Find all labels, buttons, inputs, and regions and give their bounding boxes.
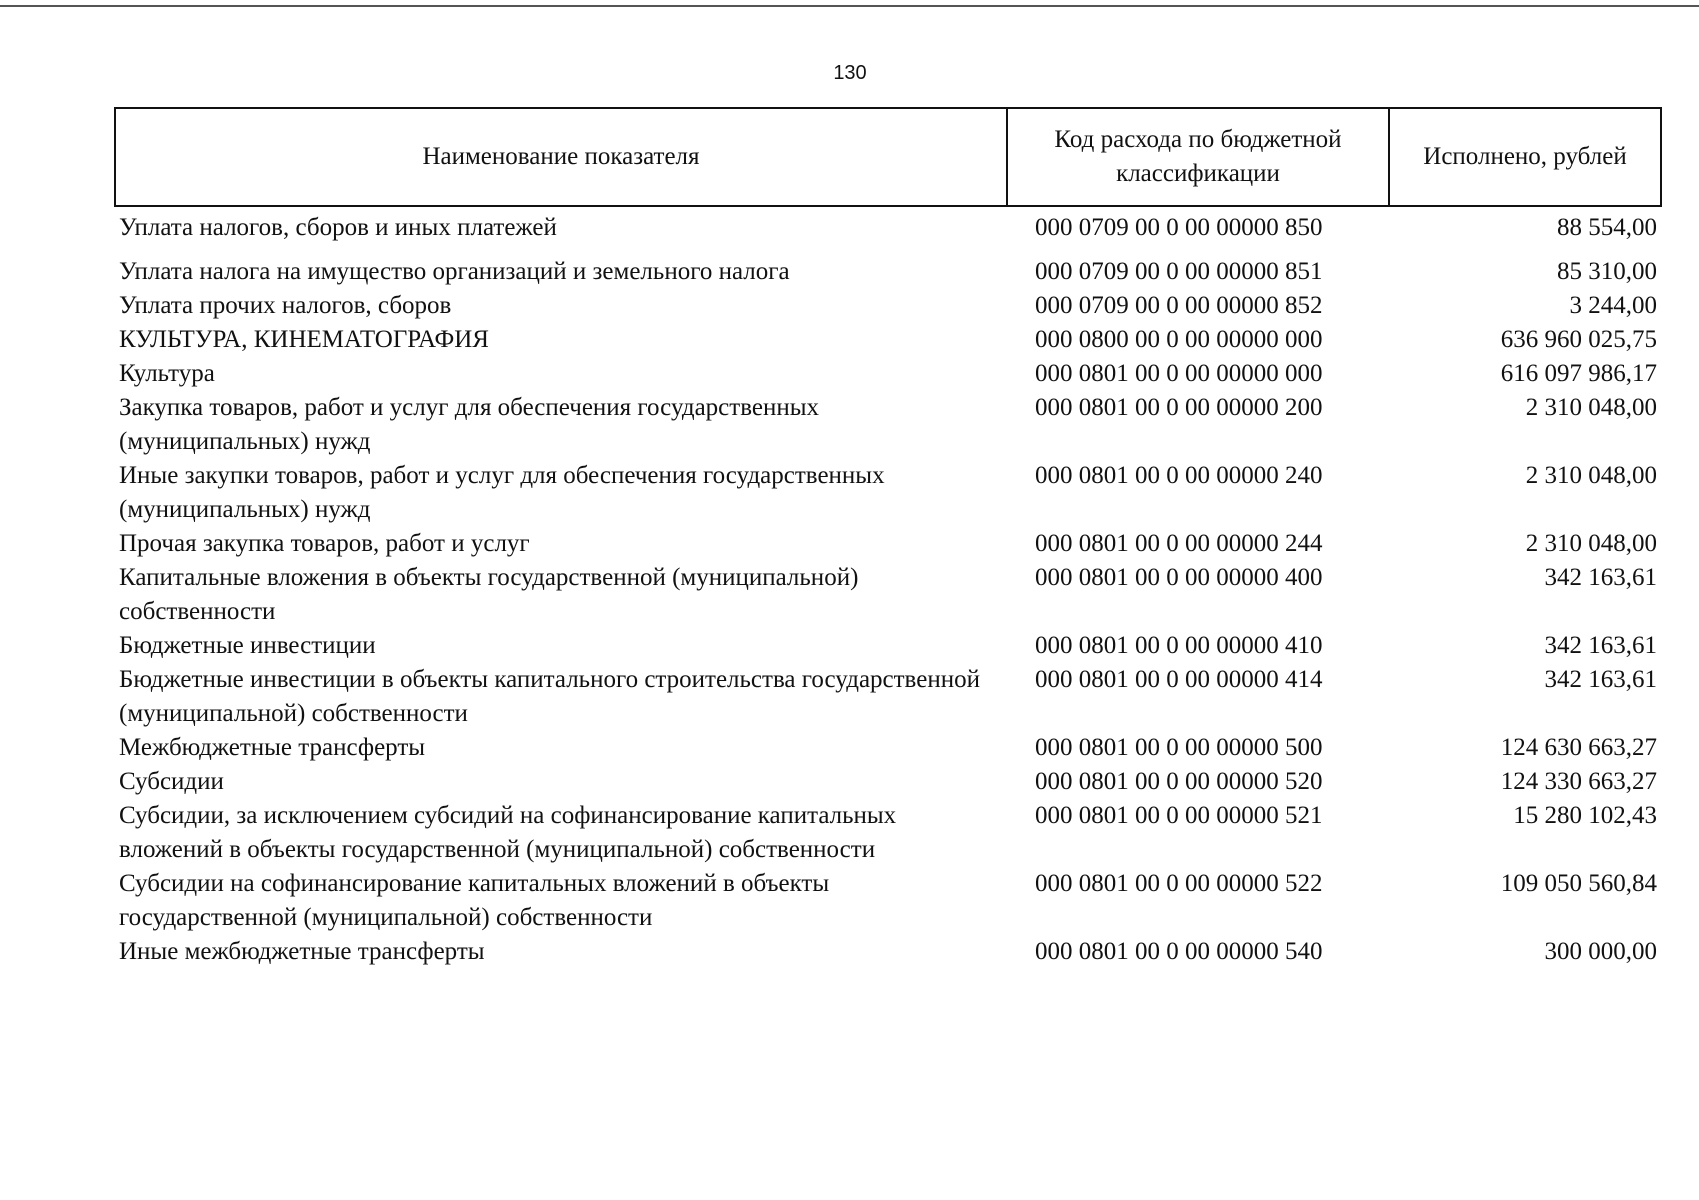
row-amount: 85 310,00: [1557, 258, 1657, 285]
row-code: 000 0709 00 0 00 00000 852: [1035, 292, 1323, 319]
row-code: 000 0801 00 0 00 00000 414: [1035, 666, 1323, 693]
row-name: Уплата налогов, сборов и иных платежей: [119, 214, 557, 241]
table-row: [115, 765, 1661, 799]
row-code: 000 0801 00 0 00 00000 240: [1035, 462, 1323, 489]
table-row: [115, 289, 1661, 323]
page-number: 130: [833, 62, 867, 84]
row-amount: 124 330 663,27: [1500, 768, 1657, 795]
table-row: [115, 935, 1661, 969]
table-row: [115, 527, 1661, 561]
header-amount: Исполнено, рублей: [1389, 108, 1661, 206]
row-code: 000 0801 00 0 00 00000 410: [1035, 632, 1323, 659]
table-row: [115, 867, 1661, 935]
row-code: 000 0709 00 0 00 00000 850: [1035, 214, 1323, 241]
table-row: [115, 663, 1661, 731]
table-row: [115, 629, 1661, 663]
row-name: Капитальные вложения в объекты государственной (муниципальной) собственности: [119, 564, 859, 625]
row-code: 000 0801 00 0 00 00000 400: [1035, 564, 1323, 591]
row-amount: 3 244,00: [1569, 292, 1657, 319]
table-row: [115, 561, 1661, 629]
budget-sheet: [114, 107, 1660, 969]
table-row: [115, 206, 1661, 245]
row-amount: 124 630 663,27: [1500, 734, 1657, 761]
row-name: Межбюджетные трансферты: [119, 734, 426, 761]
row-name: Закупка товаров, работ и услуг для обеспечения государственных (муниципальных) нужд: [119, 394, 820, 455]
row-code: 000 0801 00 0 00 00000 200: [1035, 394, 1323, 421]
row-name: Уплата прочих налогов, сборов: [119, 292, 452, 319]
row-amount: 2 310 048,00: [1525, 530, 1657, 557]
row-code: 000 0801 00 0 00 00000 000: [1035, 360, 1323, 387]
row-name: Субсидии на софинансирование капитальных вложений в объекты государственной (муниципальной) собственности: [119, 870, 830, 931]
row-name: КУЛЬТУРА, КИНЕМАТОГРАФИЯ: [119, 326, 489, 353]
row-amount: 342 163,61: [1544, 564, 1657, 591]
table-row: [115, 731, 1661, 765]
budget-table: [114, 107, 1662, 969]
row-code: 000 0801 00 0 00 00000 520: [1035, 768, 1323, 795]
row-name: Уплата налога на имущество организаций и земельного налога: [119, 258, 790, 285]
row-code: 000 0800 00 0 00 00000 000: [1035, 326, 1323, 353]
table-row: [115, 799, 1661, 867]
row-code: 000 0801 00 0 00 00000 522: [1035, 870, 1323, 897]
row-name: Иные межбюджетные трансферты: [119, 938, 485, 965]
row-name: Субсидии, за исключением субсидий на софинансирование капитальных вложений в объекты государственной (муниципальной) собственности: [119, 802, 897, 863]
row-amount: 88 554,00: [1557, 214, 1657, 241]
table-row: [115, 459, 1661, 527]
row-code: 000 0801 00 0 00 00000 540: [1035, 938, 1323, 965]
row-amount: 109 050 560,84: [1500, 870, 1657, 897]
row-amount: 342 163,61: [1544, 666, 1657, 693]
header-code: Код расхода по бюджетной классификации: [1007, 108, 1389, 206]
header-name: Наименование показателя: [115, 108, 1007, 206]
row-name: Бюджетные инвестиции в объекты капитального строительства государственной (муниципальной) собственности: [119, 666, 980, 727]
row-amount: 636 960 025,75: [1500, 326, 1657, 353]
row-code: 000 0709 00 0 00 00000 851: [1035, 258, 1323, 285]
row-name: Прочая закупка товаров, работ и услуг: [119, 530, 530, 557]
row-name: Субсидии: [119, 768, 224, 795]
row-code: 000 0801 00 0 00 00000 500: [1035, 734, 1323, 761]
row-amount: 300 000,00: [1544, 938, 1657, 965]
table-header-row: [115, 108, 1661, 206]
table-row: [115, 391, 1661, 459]
top-rule: [0, 5, 1699, 7]
row-amount: 2 310 048,00: [1525, 394, 1657, 421]
table-row: [115, 357, 1661, 391]
row-amount: 616 097 986,17: [1500, 360, 1657, 387]
table-row: [115, 323, 1661, 357]
row-amount: 342 163,61: [1544, 632, 1657, 659]
row-name: Культура: [119, 360, 215, 387]
row-name: Иные закупки товаров, работ и услуг для обеспечения государственных (муниципальных) нужд: [119, 462, 885, 523]
row-code: 000 0801 00 0 00 00000 521: [1035, 802, 1323, 829]
table-row: [115, 245, 1661, 289]
row-code: 000 0801 00 0 00 00000 244: [1035, 530, 1323, 557]
row-name: Бюджетные инвестиции: [119, 632, 376, 659]
row-amount: 2 310 048,00: [1525, 462, 1657, 489]
row-amount: 15 280 102,43: [1513, 802, 1657, 829]
